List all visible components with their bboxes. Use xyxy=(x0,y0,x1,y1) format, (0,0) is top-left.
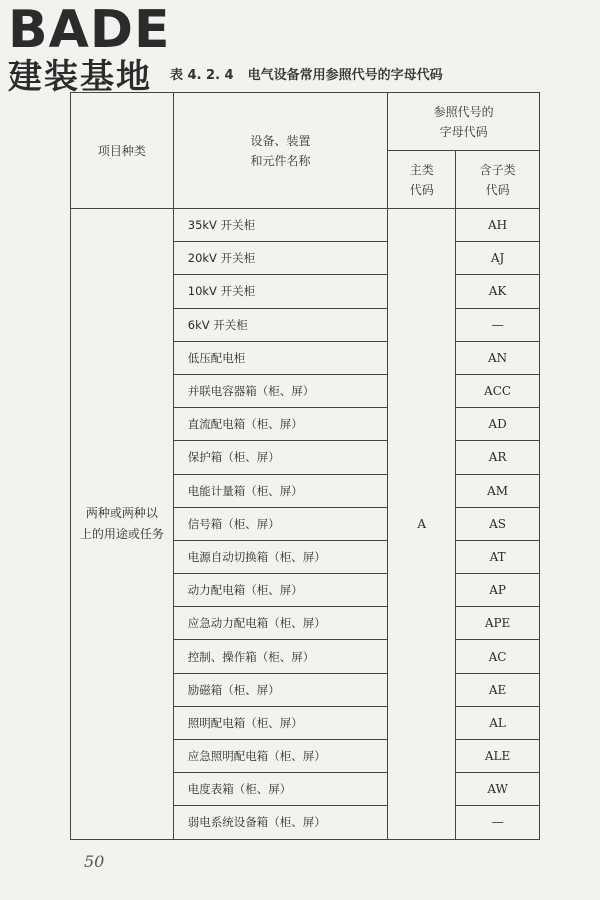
header-category: 项目种类 xyxy=(71,93,174,209)
device-name-cell: 励磁箱（柜、屏） xyxy=(173,673,388,706)
sub-code-cell: AE xyxy=(456,673,540,706)
table-title: 电气设备常用参照代号的字母代码 xyxy=(247,68,443,83)
device-name-cell: 6kV 开关柜 xyxy=(173,308,388,341)
sub-code-cell: AH xyxy=(456,209,540,242)
table-row xyxy=(71,209,540,242)
sub-code-cell: AN xyxy=(456,341,540,374)
main-code-cell: A xyxy=(388,209,456,840)
category-cell: 两种或两种以 上的用途或任务 xyxy=(71,209,174,840)
device-name-cell: 并联电容器箱（柜、屏） xyxy=(173,374,388,407)
page-number: 50 xyxy=(84,852,105,871)
header-ref-code: 参照代号的 字母代码 xyxy=(388,93,540,151)
device-name-cell: 应急动力配电箱（柜、屏） xyxy=(173,607,388,640)
device-name-cell: 35kV 开关柜 xyxy=(173,209,388,242)
sub-code-cell: APE xyxy=(456,607,540,640)
device-name-cell: 直流配电箱（柜、屏） xyxy=(173,408,388,441)
device-name-cell: 照明配电箱（柜、屏） xyxy=(173,706,388,739)
device-name-cell: 动力配电箱（柜、屏） xyxy=(173,574,388,607)
header-device-name: 设备、装置 和元件名称 xyxy=(173,93,388,209)
device-name-cell: 电度表箱（柜、屏） xyxy=(173,773,388,806)
device-name-cell: 保护箱（柜、屏） xyxy=(173,441,388,474)
device-name-cell: 20kV 开关柜 xyxy=(173,242,388,275)
header-main-code: 主类 代码 xyxy=(388,151,456,209)
bade-logo xyxy=(8,0,178,97)
sub-code-cell: AJ xyxy=(456,242,540,275)
device-name-cell: 信号箱（柜、屏） xyxy=(173,507,388,540)
sub-code-cell: — xyxy=(456,308,540,341)
table-number: 表 4. 2. 4 xyxy=(170,68,234,83)
sub-code-cell: — xyxy=(456,806,540,839)
device-name-cell: 应急照明配电箱（柜、屏） xyxy=(173,740,388,773)
device-name-cell: 电源自动切换箱（柜、屏） xyxy=(173,540,388,573)
logo-chinese-text: 建装基地 xyxy=(8,57,152,97)
sub-code-cell: AL xyxy=(456,706,540,739)
sub-code-cell: AD xyxy=(456,408,540,441)
sub-code-cell: AP xyxy=(456,574,540,607)
sub-code-cell: AK xyxy=(456,275,540,308)
letter-code-table xyxy=(70,92,540,840)
header-sub-code: 含子类 代码 xyxy=(456,151,540,209)
sub-code-cell: AW xyxy=(456,773,540,806)
table-caption xyxy=(170,64,443,83)
device-name-cell: 低压配电柜 xyxy=(173,341,388,374)
device-name-cell: 10kV 开关柜 xyxy=(173,275,388,308)
sub-code-cell: AR xyxy=(456,441,540,474)
logo-wordmark: BADE xyxy=(8,0,171,60)
sub-code-cell: AM xyxy=(456,474,540,507)
device-name-cell: 电能计量箱（柜、屏） xyxy=(173,474,388,507)
sub-code-cell: AS xyxy=(456,507,540,540)
device-name-cell: 弱电系统设备箱（柜、屏） xyxy=(173,806,388,839)
sub-code-cell: AT xyxy=(456,540,540,573)
sub-code-cell: ACC xyxy=(456,374,540,407)
sub-code-cell: ALE xyxy=(456,740,540,773)
sub-code-cell: AC xyxy=(456,640,540,673)
device-name-cell: 控制、操作箱（柜、屏） xyxy=(173,640,388,673)
table-body xyxy=(71,209,540,840)
